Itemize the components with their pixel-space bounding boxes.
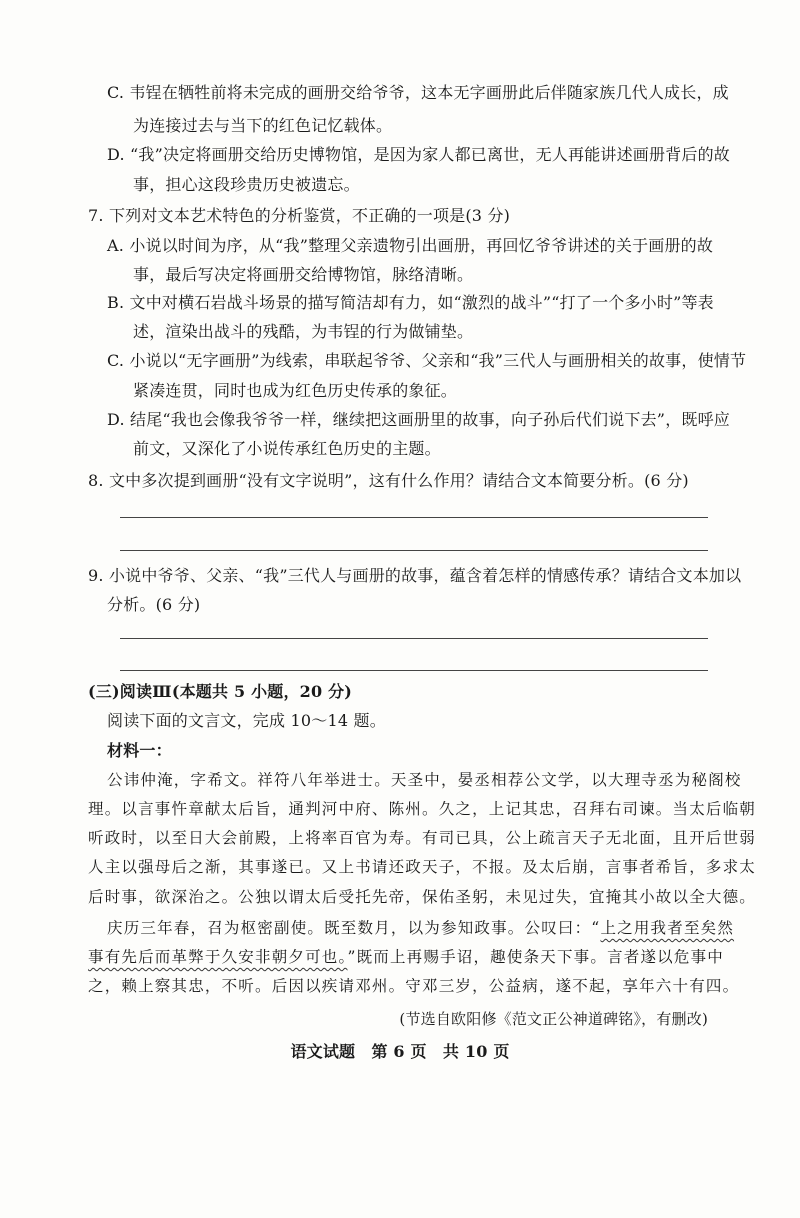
classical-para1-line5: 后时事，欲深治之。公独以谓太后受托先帝，保佑圣躬，未见过失，宜掩其小故以全大德。 [88,888,757,906]
q8-answer-line-1[interactable] [120,517,708,518]
q7-option-d-line2: 前文，又深化了小说传承红色历史的主题。 [133,439,441,458]
q7-option-b-line2: 述，渲染出战斗的残酷，为韦锃的行为做铺垫。 [133,322,474,341]
classical-para1-line3: 听政时，以至日大会前殿，上将率百官为寿。有司已具，公上疏言天子无北面，且开后世弱 [88,829,757,847]
wavy-underlined-sentence-part1: 上之用我者至矣然 [600,919,735,937]
wavy-underlined-sentence-part2: 事有先后而革弊于久安非朝夕可也。 [88,948,348,966]
classical-para2-line2-text: ”既而上再赐手诏，趣使条天下事。言者遂以危事中 [347,948,724,966]
q9-answer-line-2[interactable] [120,670,708,671]
classical-para2-line1-text: 庆历三年春，召为枢密副使。既至数月，以为参知政事。公叹曰：“ [107,919,601,937]
classical-para1-line2: 理。以言事忤章献太后旨，通判河中府、陈州。久之，上记其忠，召拜右司谏。当太后临朝 [88,800,757,818]
q9-stem-line1: 9. 小说中爷爷、父亲、“我”三代人与画册的故事，蕴含着怎样的情感传承？请结合文本加以 [88,566,742,585]
classical-para1-line4: 人主以强母后之渐，其事遂已。又上书请还政天子，不报。及太后崩，言事者希旨，多求太 [88,858,757,876]
classical-para2-line1 [107,917,734,939]
q7-option-a-line2: 事，最后写决定将画册交给博物馆，脉络清晰。 [133,265,474,284]
q9-answer-line-1[interactable] [120,638,708,639]
material-one-label: 材料一： [107,741,172,760]
q7-option-d-line1: D. 结尾“我也会像我爷爷一样，继续把这画册里的故事，向子孙后代们说下去”，既呼应 [107,410,730,429]
q7-option-b-line1: B. 文中对横石岩战斗场景的描写简洁却有力，如“激烈的战斗”“打了一个多小时”等表 [107,293,714,312]
page-footer: 语文试题 第 6 页 共 10 页 [290,1042,510,1061]
q6-option-c-line2: 为连接过去与当下的红色记忆载体。 [133,116,393,135]
section3-heading: (三)阅读Ⅲ(本题共 5 小题，20 分) [88,682,353,701]
q6-option-c-line1: C. 韦锃在牺牲前将未完成的画册交给爷爷，这本无字画册此后伴随家族几代人成长，成 [107,83,729,102]
q6-option-d-line2: 事，担心这段珍贵历史被遗忘。 [133,175,360,194]
q9-stem-line2: 分析。(6 分) [107,595,201,614]
q6-option-d-line1: D. “我”决定将画册交给历史博物馆，是因为家人都已离世，无人再能讲述画册背后的故 [107,145,730,164]
section3-instruction: 阅读下面的文言文，完成 10～14 题。 [107,711,386,730]
classical-para1-line1: 公讳仲淹，字希文。祥符八年举进士。天圣中，晏丞相荐公文学，以大理寺丞为秘阁校 [107,771,742,789]
q7-option-c-line2: 紧凑连贯，同时也成为红色历史传承的象征。 [133,381,458,400]
q7-stem: 7. 下列对文本艺术特色的分析鉴赏，不正确的一项是(3 分) [88,206,511,225]
q7-option-c-line1: C. 小说以“无字画册”为线索，串联起爷爷、父亲和“我”三代人与画册相关的故事，使情节 [107,351,747,370]
q7-option-a-line1: A. 小说以时间为序，从“我”整理父亲遗物引出画册，再回忆爷爷讲述的关于画册的故 [107,236,714,255]
q8-answer-line-2[interactable] [120,550,708,551]
classical-para2-line3: 之，赖上察其忠，不听。后因以疾请邓州。守邓三岁，公益病，遂不起，享年六十有四。 [88,977,740,995]
q8-stem: 8. 文中多次提到画册“没有文字说明”，这有什么作用？请结合文本简要分析。(6 分) [88,471,689,490]
classical-para2-line2 [88,946,724,968]
source-citation: (节选自欧阳修《范文正公神道碑铭》，有删改) [399,1010,708,1028]
